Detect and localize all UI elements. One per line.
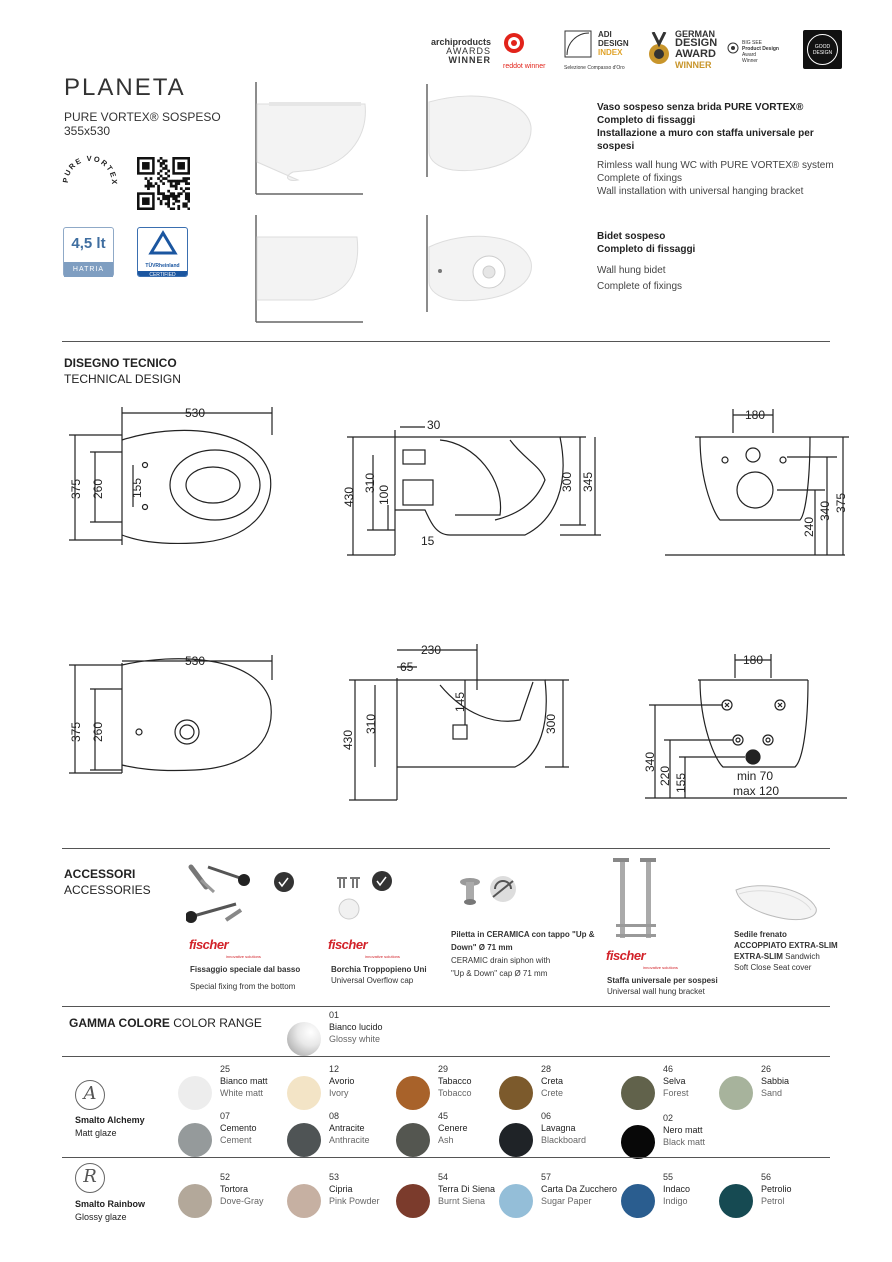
wc-desc-it-2: Completo di fissaggi bbox=[597, 115, 696, 126]
wc-side-dim-2: 430 bbox=[342, 486, 356, 507]
swatch-circle bbox=[287, 1184, 321, 1218]
color-swatch-ivory[interactable] bbox=[287, 1064, 397, 1110]
swatch-name-en: Indigo bbox=[663, 1196, 688, 1206]
subtitle-line-1: PURE VORTEX® SOSPESO bbox=[64, 110, 221, 124]
swatch-name-it: Carta Da Zucchero bbox=[541, 1184, 618, 1194]
bidet-top-photo bbox=[427, 215, 531, 312]
swatch-name-it: Cenere bbox=[438, 1123, 468, 1133]
accessories-title-it: ACCESSORI bbox=[64, 867, 136, 881]
swatch-circle bbox=[719, 1076, 753, 1110]
technical-design-title bbox=[64, 355, 181, 387]
swatch-code: 56 bbox=[761, 1172, 772, 1182]
wc-top-photo bbox=[427, 84, 531, 177]
fischer-logo-4: fischer bbox=[606, 948, 646, 963]
fischer-logo-1: fischer bbox=[189, 937, 229, 952]
swatch-name-en: Ivory bbox=[329, 1088, 349, 1098]
color-range-title-it: GAMMA COLORE bbox=[69, 1016, 170, 1030]
swatch-name-en: Sand bbox=[761, 1088, 783, 1098]
accessory-overflow-en: Universal Overflow cap bbox=[331, 976, 414, 985]
swatch-name-it: Petrolio bbox=[761, 1184, 792, 1194]
product-title: PLANETA bbox=[64, 74, 186, 101]
swatch-name-it: Lavagna bbox=[541, 1123, 576, 1133]
bidet-side-dim-2: 65 bbox=[400, 660, 414, 674]
bidet-front-dim-4: 155 bbox=[674, 772, 688, 793]
swatch-code: 46 bbox=[663, 1064, 674, 1074]
swatch-name-en: Black matt bbox=[663, 1137, 706, 1147]
accessory-fixing bbox=[190, 964, 300, 992]
wc-desc-it-4: sospesi bbox=[597, 141, 635, 152]
pure-vortex-logo bbox=[60, 152, 120, 214]
qr-code[interactable] bbox=[137, 157, 190, 210]
fischer-sub-2: innovative solutions bbox=[365, 954, 400, 959]
swatch-name-en: Sugar Paper bbox=[541, 1196, 592, 1206]
swatch-name-en: Burnt Siena bbox=[438, 1196, 486, 1206]
bidet-side-dim-1: 230 bbox=[421, 643, 442, 657]
bidet-front-max: max 120 bbox=[733, 784, 780, 798]
swatch-code: 01 bbox=[329, 1010, 340, 1020]
color-swatch-ash[interactable] bbox=[396, 1111, 506, 1157]
color-range-title-en: COLOR RANGE bbox=[169, 1016, 262, 1030]
color-swatch-black-matt[interactable] bbox=[621, 1113, 731, 1159]
color-swatch-pink-powder[interactable] bbox=[287, 1172, 397, 1218]
swatch-name-en: Petrol bbox=[761, 1196, 785, 1206]
divider bbox=[62, 1006, 830, 1007]
accessory-seat-en-2: Soft Close Seat cover bbox=[734, 963, 812, 972]
swatch-name-it: Indaco bbox=[663, 1184, 691, 1194]
award-reddot: reddot winner bbox=[503, 32, 553, 71]
accessory-overflow bbox=[331, 964, 427, 986]
color-swatch-dove-gray[interactable] bbox=[178, 1172, 288, 1218]
wc-top-dim-h2: 260 bbox=[91, 478, 105, 499]
product-subtitle bbox=[64, 110, 264, 138]
divider bbox=[62, 1157, 830, 1158]
swatch-circle bbox=[621, 1184, 655, 1218]
accessory-drain-en-1: CERAMIC drain siphon with bbox=[451, 956, 551, 965]
accessory-seat-en-1b: EXTRA-SLIM bbox=[734, 952, 783, 961]
accessory-drain bbox=[451, 929, 595, 979]
accessories-title-en: ACCESSORIES bbox=[64, 883, 151, 897]
overflow-cap-icon bbox=[332, 866, 400, 926]
swatch-name-en: White matt bbox=[220, 1088, 264, 1098]
wc-description bbox=[597, 101, 847, 198]
divider bbox=[62, 848, 830, 849]
accessory-fixing-it: Fissaggio speciale dal basso bbox=[190, 965, 301, 974]
swatch-code: 06 bbox=[541, 1111, 552, 1121]
bidet-side-dim-5: 310 bbox=[364, 713, 378, 734]
color-swatch-white-matt[interactable] bbox=[178, 1064, 288, 1110]
swatch-name-en: Dove-Gray bbox=[220, 1196, 264, 1206]
accessory-seat-it-2: ACCOPPIATO EXTRA-SLIM bbox=[734, 941, 838, 950]
bidet-side-dim-6: 300 bbox=[544, 713, 558, 734]
color-swatch-petrol[interactable] bbox=[719, 1172, 829, 1218]
swatch-circle bbox=[621, 1076, 655, 1110]
swatch-circle bbox=[621, 1125, 655, 1159]
reddot-icon bbox=[503, 32, 525, 54]
swatch-name-it: Cemento bbox=[220, 1123, 257, 1133]
rainbow-label-en: Glossy glaze bbox=[75, 1212, 127, 1222]
swatch-code: 28 bbox=[541, 1064, 552, 1074]
wc-side-dim-3: 310 bbox=[363, 472, 377, 493]
bidet-front-min: min 70 bbox=[737, 769, 774, 783]
color-swatch-indigo[interactable] bbox=[621, 1172, 731, 1218]
fixing-bolts-icon bbox=[186, 862, 298, 934]
award-good-design: GOOD DESIGN bbox=[803, 30, 842, 69]
swatch-name-it: Cipria bbox=[329, 1184, 353, 1194]
bidet-front-dim-1: 180 bbox=[743, 653, 764, 667]
wc-desc-en-1: Rimless wall hung WC with PURE VORTEX® system bbox=[597, 160, 834, 171]
swatch-name-it: Terra Di Siena bbox=[438, 1184, 496, 1194]
accessory-drain-it-2: Down" Ø 71 mm bbox=[451, 943, 513, 952]
swatch-name-en: Tobacco bbox=[438, 1088, 472, 1098]
wc-desc-en-3: Wall installation with universal hanging bracket bbox=[597, 186, 804, 197]
swatch-name-en: Crete bbox=[541, 1088, 564, 1098]
product-photos bbox=[253, 82, 573, 327]
swatch-name-it: Sabbia bbox=[761, 1076, 790, 1086]
swatch-name-en: Ash bbox=[438, 1135, 454, 1145]
awards-row: archiproducts AWARDS WINNER reddot winner ADI DESIGN INDEX Selezione Compasso d'Oro GERMAN DESIGN AWARD WINNER BIG SEE Product Design Award Winner GOOD DESIGN bbox=[415, 30, 845, 74]
swatch-circle bbox=[499, 1123, 533, 1157]
swatch-code: 12 bbox=[329, 1064, 340, 1074]
adi-compass-icon bbox=[564, 30, 592, 58]
accessory-bracket-it: Staffa universale per sospesi bbox=[607, 976, 718, 985]
wc-top-dim-h1: 375 bbox=[69, 478, 83, 499]
swatch-code: 54 bbox=[438, 1172, 449, 1182]
bidet-desc-it-2: Completo di fissaggi bbox=[597, 244, 696, 255]
award-archiproducts: archiproducts AWARDS WINNER bbox=[430, 37, 491, 65]
bidet-side-drawing bbox=[349, 644, 569, 800]
accessory-bracket bbox=[607, 975, 718, 997]
divider bbox=[62, 341, 830, 342]
bidet-top-dim-h2: 260 bbox=[91, 721, 105, 742]
swatch-name-it: Nero matt bbox=[663, 1125, 703, 1135]
wc-side-photo bbox=[256, 82, 365, 194]
bidet-desc-en-2: Complete of fixings bbox=[597, 281, 683, 292]
wc-front-drawing bbox=[665, 409, 849, 555]
technical-title-en: TECHNICAL DESIGN bbox=[64, 372, 181, 386]
alchemy-label-en: Matt glaze bbox=[75, 1128, 117, 1138]
bidet-front-dim-3: 220 bbox=[658, 765, 672, 786]
color-swatch-sugar-paper[interactable] bbox=[499, 1172, 618, 1218]
swatch-name-it: Selva bbox=[663, 1076, 686, 1086]
wc-side-dim-6: 345 bbox=[581, 471, 595, 492]
capacity-brand: HATRIA bbox=[64, 262, 113, 277]
svg-text:PURE VORTEX bbox=[61, 154, 119, 186]
accessories-title bbox=[64, 866, 151, 898]
swatch-circle bbox=[178, 1184, 212, 1218]
swatch-code: 25 bbox=[220, 1064, 231, 1074]
bidet-front-dim-2: 340 bbox=[643, 751, 657, 772]
swatch-name-it: Tabacco bbox=[438, 1076, 472, 1086]
swatch-circle bbox=[287, 1123, 321, 1157]
tuv-triangle-icon bbox=[138, 228, 188, 258]
fischer-sub-4: innovative solutions bbox=[643, 965, 678, 970]
wc-front-dim-4: 375 bbox=[834, 492, 848, 513]
seat-cover-icon bbox=[731, 878, 821, 926]
color-swatch-anthracite[interactable] bbox=[287, 1111, 397, 1157]
swatch-code: 45 bbox=[438, 1111, 449, 1121]
swatch-name-en: Pink Powder bbox=[329, 1196, 380, 1206]
technical-drawings bbox=[55, 395, 855, 815]
bidet-desc-it-1: Bidet sospeso bbox=[597, 231, 666, 242]
bidet-side-photo bbox=[256, 215, 363, 322]
divider bbox=[62, 1056, 830, 1057]
color-swatch-glossy-white[interactable] bbox=[287, 1010, 397, 1056]
color-swatch-sand[interactable] bbox=[719, 1064, 829, 1110]
swatch-name-en: Anthracite bbox=[329, 1135, 370, 1145]
wc-side-dim-1: 30 bbox=[427, 418, 441, 432]
swatch-circle bbox=[719, 1184, 753, 1218]
accessory-seat-it-1: Sedile frenato bbox=[734, 930, 787, 939]
swatch-name-it: Antracite bbox=[329, 1123, 365, 1133]
wc-front-dim-2: 240 bbox=[802, 516, 816, 537]
swatch-name-it: Creta bbox=[541, 1076, 564, 1086]
pure-vortex-logo-text: PURE VORTEX bbox=[60, 153, 120, 186]
wall-bracket-icon bbox=[608, 856, 668, 942]
alchemy-badge-icon: A bbox=[75, 1080, 105, 1110]
swatch-code: 26 bbox=[761, 1064, 772, 1074]
german-award-medal-icon bbox=[647, 32, 671, 66]
bidet-top-drawing bbox=[69, 655, 272, 773]
wc-desc-it-1: Vaso sospeso senza brida PURE VORTEX® bbox=[597, 102, 804, 113]
swatch-circle bbox=[499, 1184, 533, 1218]
swatch-circle bbox=[287, 1076, 321, 1110]
swatch-code: 29 bbox=[438, 1064, 449, 1074]
swatch-code: 55 bbox=[663, 1172, 674, 1182]
swatch-code: 07 bbox=[220, 1111, 231, 1121]
technical-title-it: DISEGNO TECNICO bbox=[64, 356, 177, 370]
swatch-code: 57 bbox=[541, 1172, 552, 1182]
wc-top-dim-h3: 155 bbox=[130, 477, 144, 498]
swatch-name-it: Bianco lucido bbox=[329, 1022, 383, 1032]
swatch-name-en: Cement bbox=[220, 1135, 252, 1145]
big-see-icon bbox=[727, 42, 739, 54]
rainbow-label bbox=[75, 1198, 145, 1224]
swatch-circle bbox=[396, 1184, 430, 1218]
capacity-badge bbox=[63, 227, 114, 277]
color-swatch-burnt-siena[interactable] bbox=[396, 1172, 506, 1218]
accessory-overflow-it: Borchia Troppopieno Uni bbox=[331, 965, 427, 974]
accessory-drain-it-1: Piletta in CERAMICA con tappo "Up & bbox=[451, 930, 595, 939]
wc-side-dim-7: 15 bbox=[421, 534, 435, 548]
fischer-sub-1: innovative solutions bbox=[226, 954, 261, 959]
accessory-seat bbox=[734, 929, 838, 973]
swatch-circle bbox=[178, 1076, 212, 1110]
swatch-code: 02 bbox=[663, 1113, 674, 1123]
swatch-circle bbox=[178, 1123, 212, 1157]
swatch-name-it: Avorio bbox=[329, 1076, 355, 1086]
wc-side-dim-5: 300 bbox=[560, 471, 574, 492]
wc-top-dim-w: 530 bbox=[185, 406, 206, 420]
accessory-fixing-en: Special fixing from the bottom bbox=[190, 982, 296, 991]
swatch-circle bbox=[396, 1076, 430, 1110]
color-swatch-blackboard[interactable] bbox=[499, 1111, 609, 1157]
swatch-name-en: Forest bbox=[663, 1088, 689, 1098]
wc-front-dim-3: 340 bbox=[818, 500, 832, 521]
swatch-name-en: Blackboard bbox=[541, 1135, 587, 1145]
color-swatch-tobacco[interactable] bbox=[396, 1064, 506, 1110]
fischer-logo-2: fischer bbox=[328, 937, 368, 952]
swatch-circle bbox=[287, 1022, 321, 1056]
color-range-title bbox=[69, 1016, 262, 1030]
bidet-top-dim-w: 530 bbox=[185, 654, 206, 668]
rainbow-label-it: Smalto Rainbow bbox=[75, 1199, 146, 1209]
accessory-bracket-en: Universal wall hung bracket bbox=[607, 987, 705, 996]
drain-siphon-icon bbox=[455, 872, 525, 922]
swatch-circle bbox=[499, 1076, 533, 1110]
wc-desc-it-3: Installazione a muro con staffa universale per bbox=[597, 128, 814, 139]
wc-front-dim-1: 180 bbox=[745, 408, 766, 422]
color-swatch-forest[interactable] bbox=[621, 1064, 731, 1110]
swatch-circle bbox=[396, 1123, 430, 1157]
tuv-label: TÜVRheinland bbox=[145, 263, 180, 269]
tuv-badge bbox=[137, 227, 188, 277]
alchemy-label bbox=[75, 1114, 145, 1140]
bidet-side-dim-4: 430 bbox=[341, 729, 355, 750]
rainbow-badge-icon: R bbox=[75, 1163, 105, 1193]
swatch-code: 08 bbox=[329, 1111, 340, 1121]
wc-top-drawing bbox=[69, 407, 272, 545]
swatch-name-it: Bianco matt bbox=[220, 1076, 268, 1086]
color-swatch-cement[interactable] bbox=[178, 1111, 288, 1157]
bidet-top-dim-h1: 375 bbox=[69, 721, 83, 742]
accessory-seat-en-1: Sandwich bbox=[782, 952, 820, 961]
swatch-name-it: Tortora bbox=[220, 1184, 249, 1194]
wc-desc-en-2: Complete of fixings bbox=[597, 173, 683, 184]
bidet-desc-en-1: Wall hung bidet bbox=[597, 265, 666, 276]
swatch-code: 53 bbox=[329, 1172, 340, 1182]
bidet-description bbox=[597, 230, 847, 293]
capacity-value: 4,5 lt bbox=[71, 235, 106, 252]
wc-side-dim-4: 100 bbox=[377, 484, 391, 505]
accessory-drain-en-2: "Up & Down" cap Ø 71 mm bbox=[451, 969, 548, 978]
swatch-code: 52 bbox=[220, 1172, 231, 1182]
tuv-certified: CERTIFIED bbox=[138, 271, 187, 277]
bidet-side-dim-3: 145 bbox=[453, 691, 467, 712]
swatch-name-en: Glossy white bbox=[329, 1034, 381, 1044]
subtitle-line-2: 355x530 bbox=[64, 124, 111, 138]
alchemy-label-it: Smalto Alchemy bbox=[75, 1115, 145, 1125]
color-swatch-crete[interactable] bbox=[499, 1064, 609, 1110]
